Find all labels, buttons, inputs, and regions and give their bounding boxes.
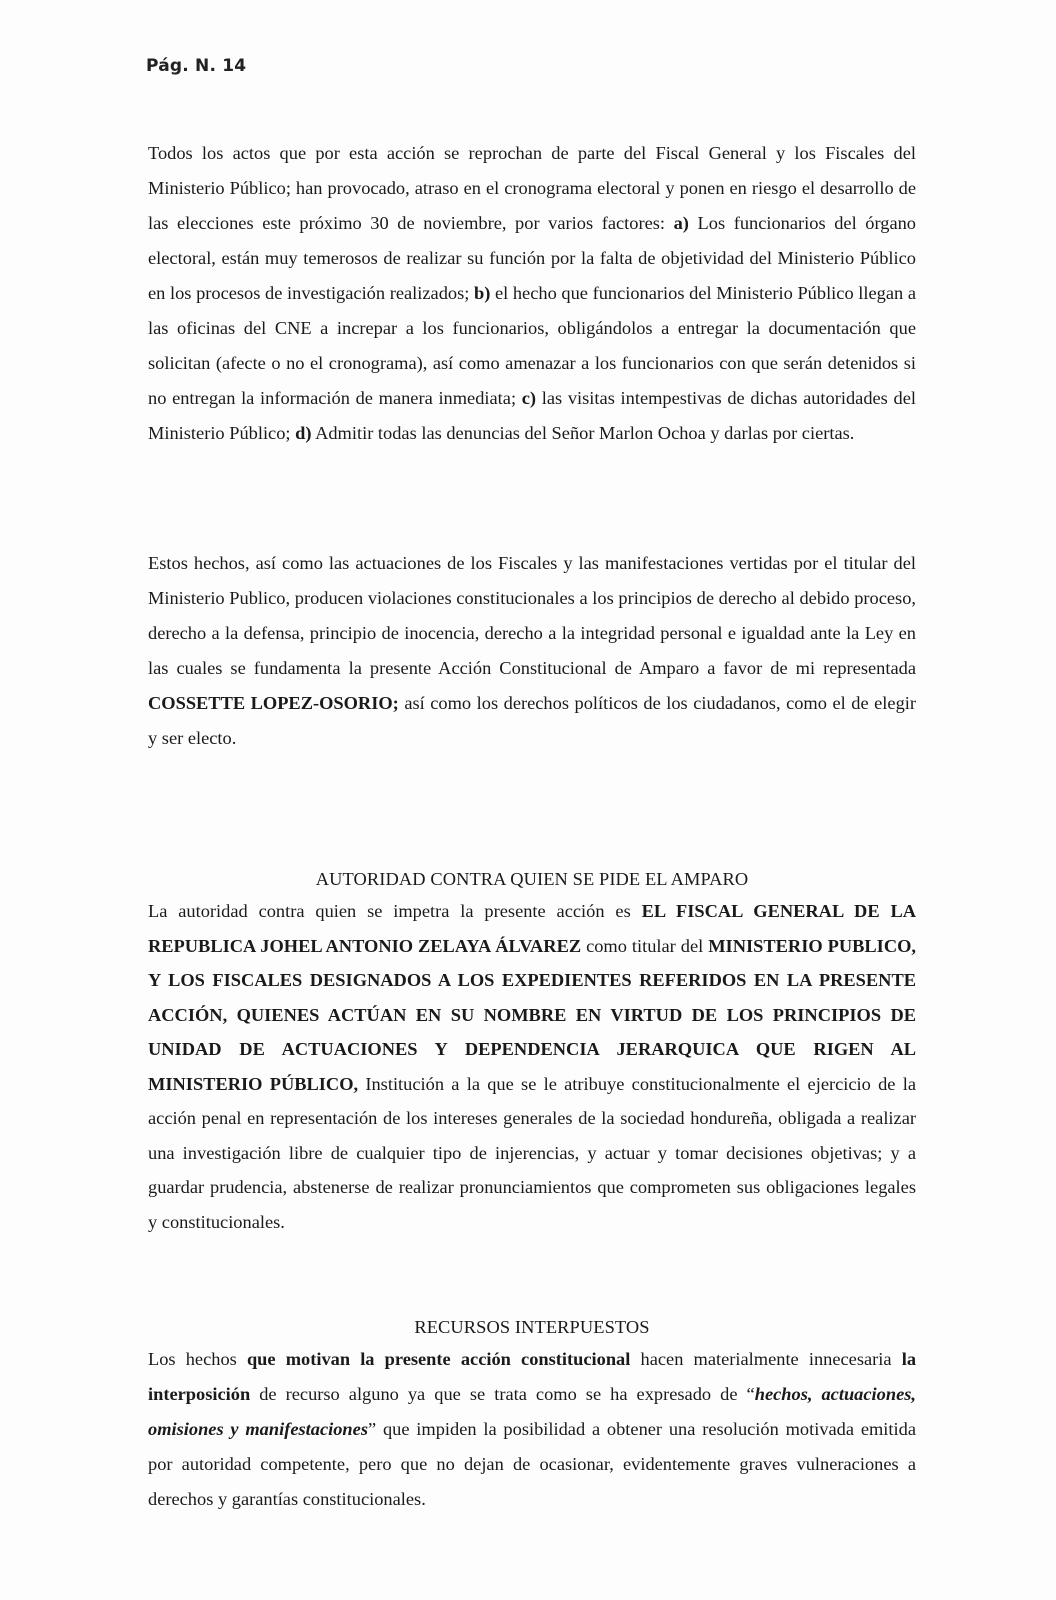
list-marker-c: c) [521, 388, 537, 408]
section-heading-authority: AUTORIDAD CONTRA QUIEN SE PIDE EL AMPARO [315, 869, 749, 889]
paragraph-text: Admitir todas las denuncias del Señor Marlon Ochoa y darlas por ciertas. [311, 423, 855, 443]
paragraph-appeals [148, 1342, 916, 1517]
list-marker-a: a) [673, 213, 689, 233]
bold-phrase: la interposición [148, 1349, 917, 1404]
paragraph-text: que impiden la posibilidad a obtener una resolución motivada emitida por autoridad competente, pero que no dejan de ocasionar, evidentemente graves vulneraciones a derechos y garantías constitucionales. [148, 1419, 916, 1509]
italic-quote: hechos, actuaciones, omisiones y manifestaciones [148, 1384, 916, 1439]
paragraph-text: La autoridad contra quien se impetra la presente acción es [148, 901, 642, 921]
paragraph-text: hacen materialmente innecesaria [630, 1349, 902, 1369]
paragraph-text: Estos hechos, así como las actuaciones de los Fiscales y las manifestaciones vertidas por el titular del Ministerio Publico, producen violaciones constitucionales a los principios de derecho al debido proceso, derecho a la defensa, principio de inocencia, derecho a la integridad personal e igualdad ante la Ley en las cuales se fundamenta la presente Acción Constitucional de Amparo a favor de mi representada [148, 553, 916, 678]
list-marker-b: b) [473, 283, 491, 303]
paragraph-text: de recurso alguno ya que se trata como se ha expresado de [250, 1384, 747, 1404]
represented-party-name: COSSETTE LOPEZ-OSORIO; [148, 693, 399, 713]
paragraph-text: el hecho que funcionarios del Ministerio Público llegan a las oficinas del CNE a increpar a los funcionarios, obligándolos a entregar la documentación que solicitan (afecte o no el cronograma), así como amenazar a los funcionarios con que serán detenidos si no entregan la información de manera inmediata; [148, 283, 916, 408]
paragraph-text: así como los derechos políticos de los ciudadanos, como el de elegir y ser electo. [148, 693, 916, 748]
authority-name: EL FISCAL GENERAL DE LA REPUBLICA JOHEL ANTONIO ZELAYA ÁLVAREZ [148, 901, 917, 956]
paragraph-text: como titular del [581, 935, 709, 956]
paragraph-text: las visitas intempestivas de dichas autoridades del Ministerio Público; [148, 388, 916, 443]
bold-phrase: que motivan la presente acción constitucional [246, 1349, 631, 1369]
paragraph-constitutional-violations [148, 546, 916, 756]
authority-institution: MINISTERIO PUBLICO, Y LOS FISCALES DESIGNADOS A LOS EXPEDIENTES REFERIDOS EN LA PRESENTE ACCIÓN, QUIENES ACTÚAN EN SU NOMBRE EN VIRTUD DE LOS PRINCIPIOS DE UNIDAD DE ACTUACIONES Y DEPENDENCIA JERARQUICA QUE RIGEN AL MINISTERIO PÚBLICO, [148, 935, 917, 1094]
paragraph-electoral-delays [148, 136, 916, 451]
paragraph-text: Institución a la que se le atribuye constitucionalmente el ejercicio de la acción penal en representación de los intereses generales de la sociedad hondureña, obligada a realizar una investigación libre de cualquier tipo de injerencias, y actuar y tomar decisiones objetivas; y a guardar prudencia, abstenerse de realizar pronunciamientos que comprometen sus obligaciones legales y constitucionales. [148, 1073, 916, 1232]
paragraph-authority [148, 894, 916, 1239]
paragraph-text: Los funcionarios del órgano electoral, están muy temerosos de realizar su función por la falta de objetividad del Ministerio Público en los procesos de investigación realizados; [148, 213, 917, 303]
paragraph-text: Todos los actos que por esta acción se reprochan de parte del Fiscal General y los Fiscales del Ministerio Público; han provocado, atraso en el cronograma electoral y ponen en riesgo el desarrollo de las elecciones este próximo 30 de noviembre, por varios factores: [148, 143, 916, 233]
section-heading-appeals: RECURSOS INTERPUESTOS [414, 1317, 650, 1337]
paragraph-text: Los hechos [148, 1349, 247, 1369]
quote-open: “ [746, 1384, 755, 1404]
page-number: Pág. N. 14 [146, 56, 247, 76]
quote-close: ” [367, 1419, 377, 1439]
list-marker-d: d) [295, 423, 312, 443]
